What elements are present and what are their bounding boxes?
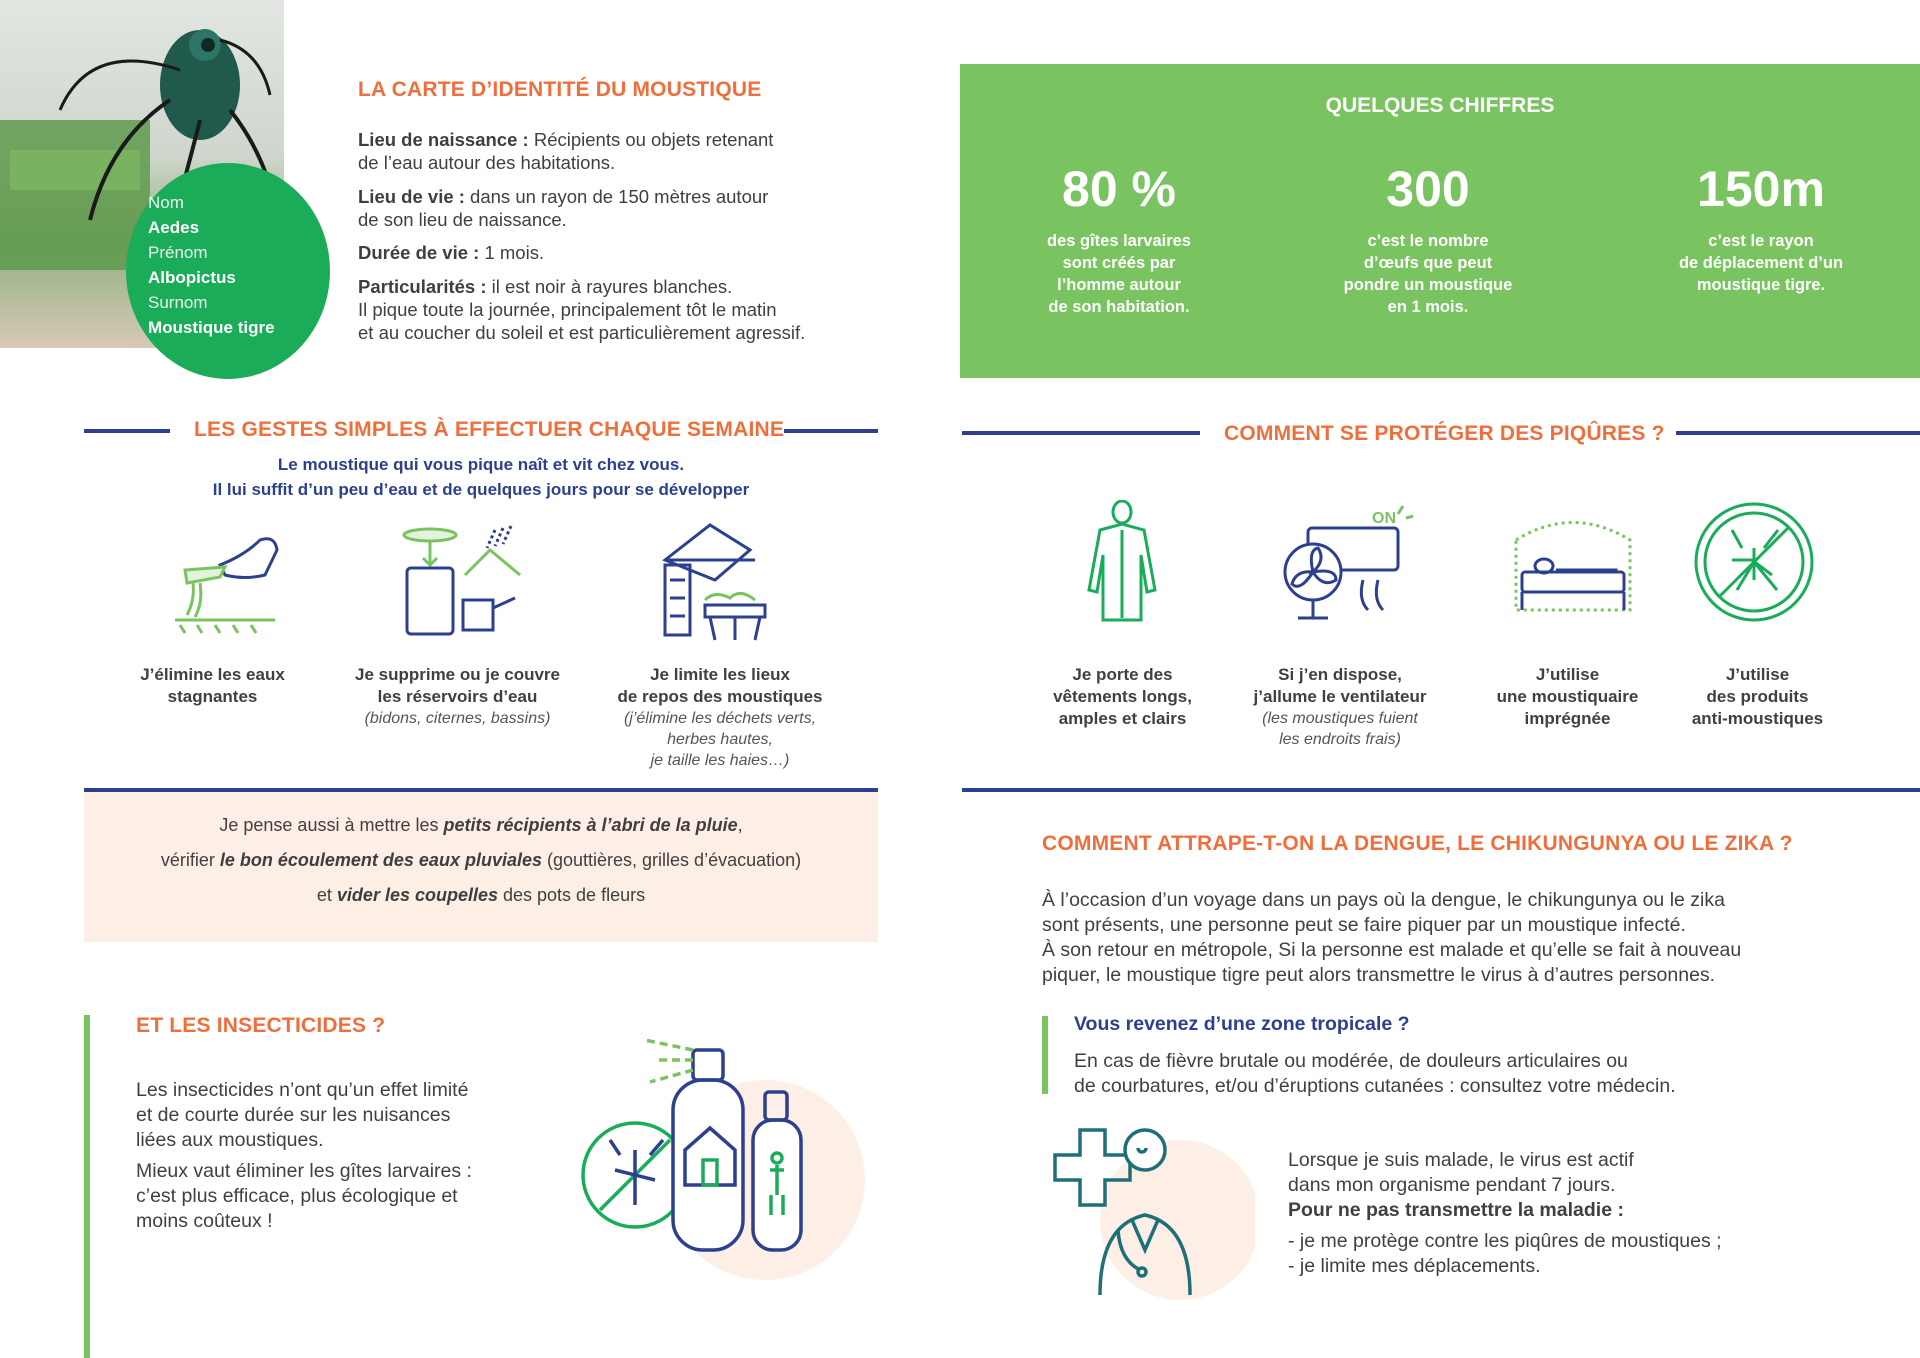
protect-label: imprégnée [1524,709,1611,728]
tip-text: (gouttières, grilles d’évacuation) [542,850,802,870]
mosquito-net-icon [1508,510,1638,620]
sick-line: dans mon organisme pendant 7 jours. [1288,1174,1616,1196]
stat-item [1651,160,1871,296]
stat-item [1318,160,1538,318]
tip-emphasis: le bon écoulement des eaux pluviales [219,850,542,870]
geste-label: Je supprime ou je couvre [354,665,560,684]
sick-bold-line: Pour ne pas transmettre la maladie : [1288,1199,1624,1221]
geste-item [330,664,585,729]
stat-caption-line: de son habitation. [1048,298,1190,316]
dengue-line: piquer, le moustique tigre peut alors transmettre le virus à d’autres personnes. [1042,964,1716,986]
sick-bullet: - je me protège contre les piqûres de moustiques ; [1288,1230,1722,1252]
nom-value: Aedes [148,218,200,237]
protect-item [1030,664,1215,730]
section-rule [84,429,170,433]
surnom-value: Moustique tigre [148,318,275,337]
stat-caption-line: c’est le nombre [1367,232,1489,250]
section-rule [962,788,1920,792]
stat-caption-line: en 1 mois. [1387,298,1469,316]
protect-label: amples et clairs [1058,709,1187,728]
gestes-subtitle-line: Il lui suffit d’un peu d’eau et de quelques jours pour se développer [212,480,750,499]
sick-para [1288,1148,1722,1279]
tropical-line: de courbatures, et/ou d’éruptions cutanées : consultez votre médecin. [1074,1075,1676,1097]
protect-note: les endroits frais) [1279,731,1401,748]
row-text: de son lieu de naissance. [358,209,567,230]
accent-bar [84,1015,90,1358]
row-label: Particularités : [358,276,487,297]
tip-emphasis: vider les coupelles [336,885,498,905]
spray-can-icon [575,1020,865,1290]
geste-label: stagnantes [167,687,258,706]
protect-note: (les moustiques fuient [1262,710,1418,727]
identity-title: LA CARTE D’IDENTITÉ DU MOUSTIQUE [358,78,762,101]
protect-label: Si j’en dispose, [1278,665,1402,684]
geste-note: je taille les haies…) [650,752,790,769]
row-label: Lieu de naissance : [358,129,529,150]
tips-box [84,792,878,942]
doctor-icon [1040,1120,1255,1310]
long-clothes-icon [1075,500,1170,625]
tip-line [84,878,878,913]
stat-caption [1318,230,1538,318]
insecticides-para-1 [136,1078,468,1153]
gestes-title: LES GESTES SIMPLES À EFFECTUER CHAQUE SEMAINE [194,418,785,441]
surnom-label: Surnom [148,293,208,312]
dengue-line: À l’occasion d’un voyage dans un pays où la dengue, le chikungunya ou le zika [1042,889,1725,911]
protect-label: une moustiquaire [1496,687,1639,706]
stat-caption-line: c’est le rayon [1708,232,1814,250]
geste-label: de repos des moustiques [617,687,823,706]
tip-emphasis: petits récipients à l’abri de la pluie [443,815,738,835]
protect-label: vêtements longs, [1053,687,1192,706]
dengue-line: À son retour en métropole, Si la personne est malade et qu’elle se fait à nouveau [1042,939,1742,961]
geste-item [110,664,315,708]
on-label: ON [1372,510,1396,527]
row-text: Il pique toute la journée, principalement tôt le matin [358,299,777,320]
tip-text: Je pense aussi à mettre les [219,815,444,835]
stat-caption-line: de déplacement d’un [1678,254,1844,272]
geste-label: J’élimine les eaux [140,665,285,684]
row-text: et au coucher du soleil et est particulièrement agressif. [358,322,806,343]
insecticides-line: Les insecticides n’ont qu’un effet limité [136,1079,469,1101]
protect-label: j’allume le ventilateur [1253,687,1427,706]
insecticides-line: liées aux moustiques. [136,1129,324,1151]
section-rule [962,431,1200,435]
dengue-title: COMMENT ATTRAPE-T-ON LA DENGUE, LE CHIKUNGUNYA OU LE ZIKA ? [1042,832,1793,855]
gestes-subtitle-line: Le moustique qui vous pique naît et vit chez vous. [277,455,685,474]
tip-text: vérifier [160,850,220,870]
geste-label: Je limite les lieux [650,665,790,684]
tip-text: des pots de fleurs [498,885,646,905]
stat-caption-line: pondre un moustique [1343,276,1513,294]
accent-bar [1042,1016,1048,1094]
stat-value: 300 [1386,161,1470,217]
identity-row-birth [358,128,773,174]
geste-note: herbes hautes, [667,731,773,748]
section-rule [784,429,878,433]
row-text: il est noir à rayures blanches. [486,276,733,297]
protect-label: Je porte des [1072,665,1173,684]
water-tank-icon [395,520,530,640]
protect-label: J’utilise [1535,665,1600,684]
sick-line: Lorsque je suis malade, le virus est actif [1288,1149,1634,1171]
stat-caption-line: des gîtes larvaires [1046,232,1191,250]
nom-label: Nom [148,193,184,212]
stat-value: 80 % [1062,161,1176,217]
identity-row-duration [358,241,544,264]
stats-title: QUELQUES CHIFFRES [1325,94,1555,117]
stat-item [1014,160,1224,318]
tip-text: , [737,815,743,835]
stat-caption-line: l’homme autour [1057,276,1181,294]
dengue-para [1042,888,1741,988]
insecticides-title: ET LES INSECTICIDES ? [136,1014,386,1037]
stat-caption-line: d’œufs que peut [1363,254,1493,272]
stat-value: 150m [1697,161,1825,217]
row-text: de l’eau autour des habitations. [358,152,616,173]
protect-label: J’utilise [1725,665,1790,684]
geste-label: les réservoirs d’eau [377,687,538,706]
tip-text: et [316,885,337,905]
protect-item [1470,664,1665,730]
row-label: Durée de vie : [358,242,480,263]
protect-label: anti-moustiques [1691,709,1824,728]
tropical-line: En cas de fièvre brutale ou modérée, de douleurs articulaires ou [1074,1050,1628,1072]
stat-caption-line: moustique tigre. [1696,276,1826,294]
geste-item [590,664,850,771]
dengue-line: sont présents, une personne peut se faire piquer par un moustique infecté. [1042,914,1686,936]
insecticides-line: Mieux vaut éliminer les gîtes larvaires : [136,1160,472,1182]
insecticides-line: c’est plus efficace, plus écologique et [136,1185,458,1207]
row-text: 1 mois. [479,242,545,263]
protect-title: COMMENT SE PROTÉGER DES PIQÛRES ? [1224,422,1665,445]
tropical-para [1074,1049,1676,1099]
fan-ac-icon [1278,500,1413,625]
insecticides-line: et de courte durée sur les nuisances [136,1104,451,1126]
gestes-subtitle [84,452,878,502]
geste-note: (j’élimine les déchets verts, [623,710,817,727]
identity-row-features [358,275,805,344]
identity-row-life [358,185,768,231]
stat-caption-line: sont créés par [1062,254,1176,272]
row-text: dans un rayon de 150 mètres autour [464,186,769,207]
protect-item [1230,664,1450,750]
sick-bullet: - je limite mes déplacements. [1288,1255,1541,1277]
tropical-title: Vous revenez d’une zone tropicale ? [1074,1013,1410,1035]
stat-caption [1014,230,1224,318]
identity-names [148,190,275,340]
row-label: Lieu de vie : [358,186,465,207]
geste-note: (bidons, citernes, bassins) [364,710,551,727]
insecticides-line: moins coûteux ! [136,1210,273,1232]
pour-water-icon [165,525,290,635]
row-text: Récipients ou objets retenant [528,129,774,150]
tip-line [84,808,878,843]
protect-item [1665,664,1850,730]
gutter-icon [655,520,785,645]
prenom-value: Albopictus [148,268,236,287]
prenom-label: Prénom [148,243,208,262]
section-rule [1676,431,1920,435]
protect-label: des produits [1706,687,1809,706]
tip-line [84,843,878,878]
insecticides-para-2 [136,1159,472,1234]
no-mosquito-icon [1692,500,1817,625]
stat-caption [1651,230,1871,296]
